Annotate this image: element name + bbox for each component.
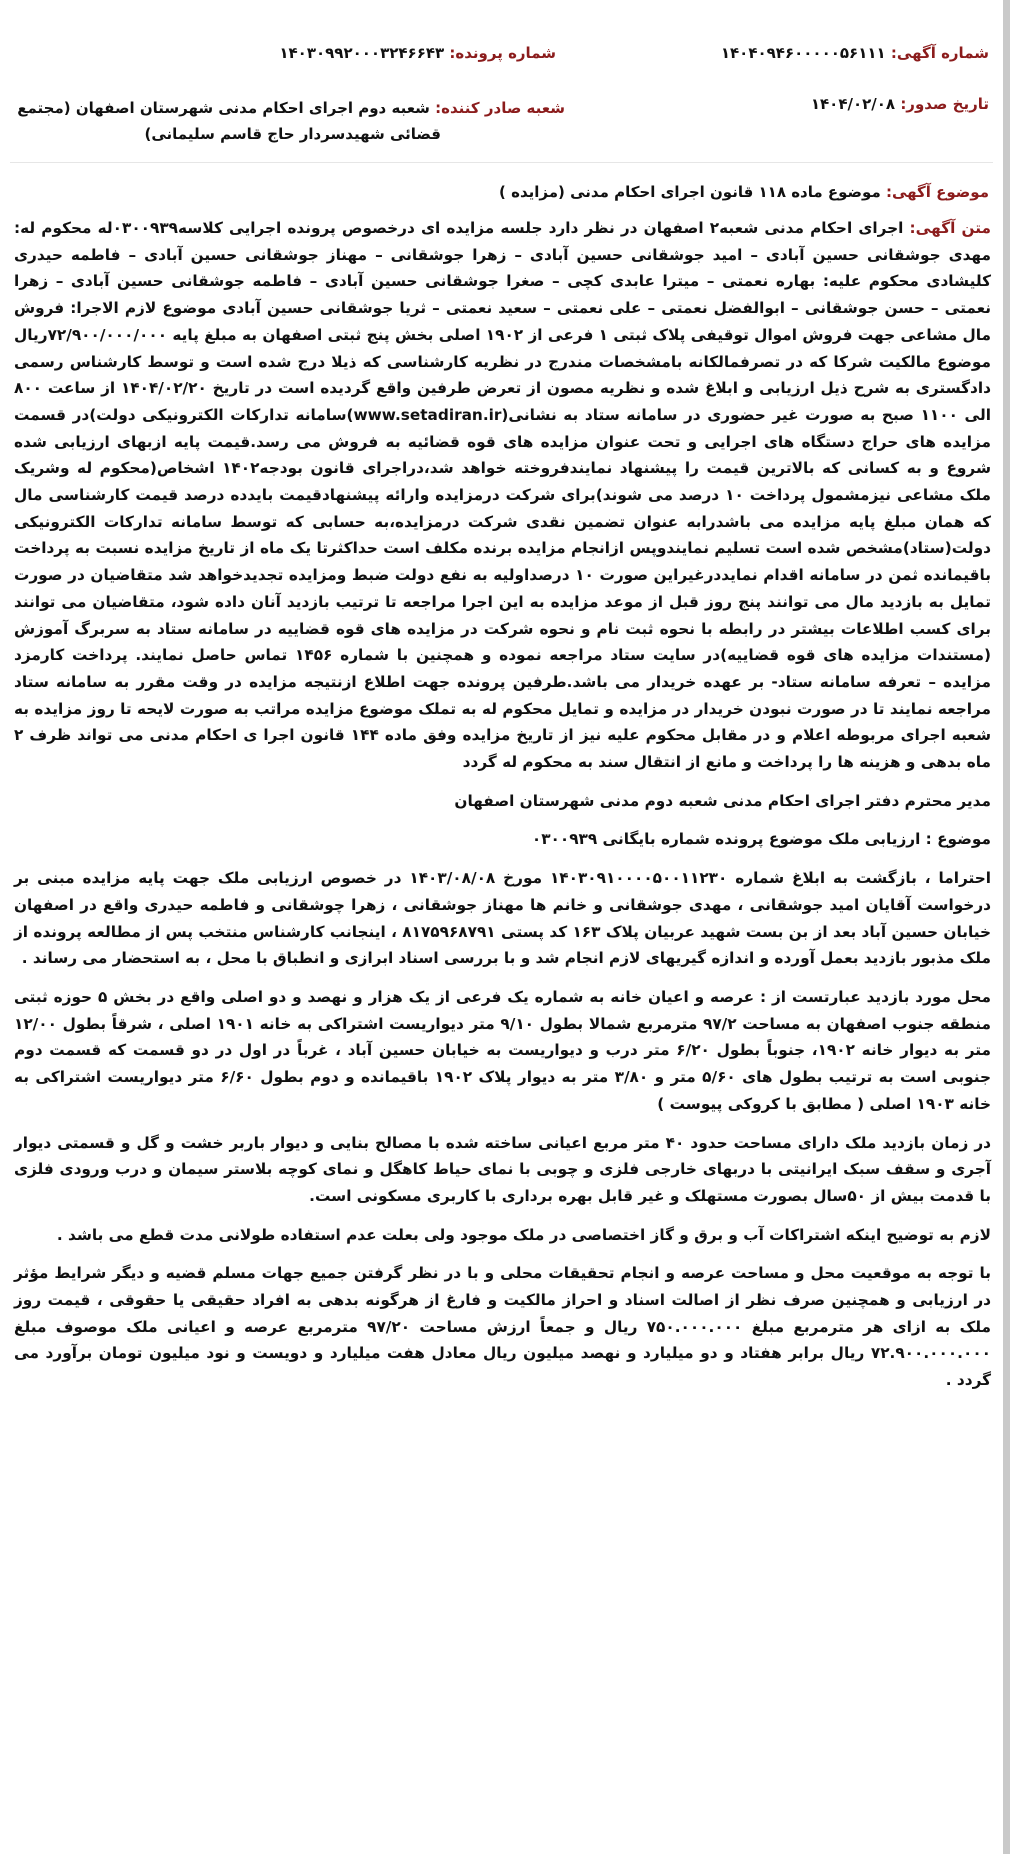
paragraph-auction-rest: )سامانه تدارکات الکترونیکی دولت)در قسمت مزایده های حراج دستگاه های اجرایی و تحت عنوان مزایده های قوه قضائیه به فروش می رسد.قیمت پایه ازبهای ارزیابی شده شروع و به کسانی که بالاترین قیمت را پیشنهاد نمایندفروخته خواهد شد،دراجرای قانون بودجه۱۴۰۲ اشخاص(محکوم له وشریک ملک مشاعی نیزمشمول پرداخت ۱۰ درصد می شوند)برای شرکت درمزایده وارائه پیشنهادقیمت بایدده درصد قیمت کارشناسی مال که همان مبلغ پایه مزایده می باشدرابه عنوان تضمین نقدی شرکت درمزایده،به حسابی که توسط سامانه تدارکات الکترونیکی دولت(ستاد)مشخص شده است تسلیم نمایندوپس ازانجام مزایده برنده مکلف است حداکثرتا یک ماه از تاریخ مزایده نسبت به پرداخت باقیمانده ثمن در سامانه اقدام نمایددرغیراین صورت ۱۰ درصداولیه به نفع دولت ضبط ومزایده تجدیدخواهد شد متقاضیان در صورت تمایل به بازدید مال می توانند پنج روز قبل از موعد مزایده به این اجرا مراجعه تا ترتیب بازدید آنان داده شود، متقاضیان می توانند برای کسب اطلاعات بیشتر در رابطه با نحوه ثبت نام و نحوه شرکت در مزایده های قوه قضاییه در سامانه ستاد به سربرگ آموزش (مستندات مزایده های قوه قضاییه)در سایت ستاد مراجعه نموده و همچنین با شماره ۱۴۵۶ تماس حاصل نمایند. پرداخت کارمزد مزایده – تعرفه سامانه ستاد- بر عهده خریدار می باشد.طرفین پرونده جهت اطلاع ازنتیجه مزایده در وقت مقرر به سامانه ستاد مراجعه نمایند تا در صورت نبودن خریدار در مزایده و تمایل محکوم له به تملک موضوع مزایده مراتب به صورت لایحه تا روز مزایده به شعبه اجرای مربوطه اعلام و در مقابل محکوم علیه نیز از تاریخ مزایده وفق ماده ۱۴۴ قانون اجرا ی احکام مدنی می تواند ظرف ۲ ماه بدهی و هزینه ها را پرداخت و مانع از انتقال سند به محکوم له گردد	[14, 405, 991, 772]
subject-row	[499, 183, 989, 201]
paragraph-location: محل مورد بازدید عبارتست از : عرصه و اعیان خانه به شماره یک فرعی از یک هزار و نهصد و دو اصلی واقع در بخش ۵ حوزه ثبتی منطقه جنوب اصفهان به مساحت ۹۷/۲ مترمربع شمالا بطول ۹/۱۰ متر دیواریست اشتراکی به خانه ۱۹۰۱ اصلی ، شرقاً بطول ۱۲/۰۰ متر به دیوار خانه ۱۹۰۲، جنوباً بطول ۶/۲۰ متر درب و دیواریست به خیابان حسین آباد ، غرباً در اول در دو قسمت که قسمت دوم جنوبی است به ترتیب بطول های ۵/۶۰ متر و ۳/۸۰ متر به دیوار پلاک ۱۹۰۲ باقیمانده و دوم بطول ۶/۶۰ متر دیواریست اشتراکی به خانه ۱۹۰۳ اصلی ( مطابق با کروکی پیوست )	[14, 987, 992, 1113]
paragraph-utilities: لازم به توضیح اینکه اشتراکات آب و برق و گاز اختصاصی در ملک موجود ولی بعلت عدم استفاده طولانی مدت قطع می باشد .	[56, 1225, 991, 1244]
case-number-value: ۱۴۰۳۰۹۹۲۰۰۰۳۲۴۶۶۴۳	[279, 44, 445, 62]
paragraph-building: در زمان بازدید ملک دارای مساحت حدود ۴۰ متر مربع اعیانی ساخته شده با مصالح بنایی و دیوار باربر خشت و گل و قسمتی دیوار آجری و سقف سبک ایرانیتی با دربهای خارجی فلزی و چوبی با نمای حیاط کاهگل و نمای کوچه بلاستر سیمان و درب ورودی فلزی با قدمت بیش از ۵۰سال بصورت مستهلک و غیر قابل بهره برداری با کاربری مسکونی است.	[14, 1133, 991, 1205]
paragraph-addressee: مدیر محترم دفتر اجرای احکام مدنی شعبه دوم مدنی شهرستان اصفهان	[454, 791, 991, 810]
paragraph-auction-text: اجرای احکام مدنی شعبه۲ اصفهان در نظر دارد جلسه مزایده ای درخصوص پرونده اجرایی کلاسه۰۳۰۰۹۳۹له محکوم له: مهدی جوشقانی حسین آبادی – امید جوشقانی حسین آبادی – زهرا جوشقانی – مهناز جوشقانی حسین آبادی – فاطمه حیدری کلیشادی محکوم علیه: بهاره نعمتی – میترا عابدی کچی – صغرا جوشقانی حسین آبادی – فاطمه جوشقانی حسین آبادی – زهرا نعمتی – حسن جوشقانی – ابوالفضل نعمتی – علی نعمتی – سعید نعمتی – ثریا جوشقانی حسین آبادی موضوع لازم الاجرا: فروش مال مشاعی جهت فروش اموال توقیفی پلاک ثبتی ۱ فرعی از ۱۹۰۲ اصلی بخش پنج ثبتی اصفهان به مبلغ پایه ۷۲/۹۰۰/۰۰۰/۰۰۰ریال موضوع مالکیت شرکا که در تصرفمالکانه بامشخصات مندرج در نظریه کارشناسی که ذیلا درج شده است و توسط کارشناس رسمی دادگستری به شرح ذیل ارزیابی و ابلاغ شده و نظریه مصون از تعرض طرفین واقع گردیده است در تاریخ ۱۴۰۴/۰۲/۲۰ از ساعت ۸۰۰ الی ۱۱۰۰ صبح به صورت غیر حضوری در سامانه ستاد به نشانی(	[14, 219, 991, 424]
setadiran-link[interactable]: www.setadiran.ir	[353, 405, 502, 424]
case-number-label: شماره پرونده:	[449, 44, 556, 62]
notice-body	[14, 215, 991, 1406]
case-number-row	[279, 44, 556, 62]
paragraph-subject: موضوع : ارزیابی ملک موضوع پرونده شماره بایگانی ۰۳۰۰۹۳۹	[531, 830, 991, 849]
issuing-branch-value-line2: قضائی شهیدسردار حاج قاسم سلیمانی)	[144, 125, 441, 143]
issuing-branch-value-line1: شعبه دوم اجرای احکام مدنی شهرستان اصفهان (مجتمع	[17, 99, 430, 117]
paragraph-valuation: با توجه به موقعیت محل و مساحت عرصه و انجام تحقیقات محلی و با در نظر گرفتن جمیع جهات مسلم قضیه و دیگر شرایط مؤثر در ارزیابی و همچنین صرف نظر از اصالت اسناد و احراز مالکیت و فارغ از هرگونه بدهی به افراد حقیقی یا حقوقی ، قیمت روز ملک به ازای هر مترمربع مبلغ ۷۵۰.۰۰۰.۰۰۰ ریال و جمعاً ارزش مساحت ۹۷/۲۰ مترمربع عرصه و اعیانی ملک موصوف مبلغ ۷۲.۹۰۰.۰۰۰.۰۰۰ ریال برابر هفتاد و دو میلیارد و نهصد میلیون ریال معادل هفت میلیارد و دویست و نود میلیون تومان برآورد می گردد .	[14, 1264, 991, 1390]
notice-number-row	[721, 44, 989, 62]
subject-value: موضوع ماده ۱۱۸ قانون اجرای احکام مدنی (مزایده )	[499, 183, 881, 201]
text-label: متن آگهی:	[909, 219, 992, 237]
notice-number-label: شماره آگهی:	[890, 44, 989, 62]
paragraph-auction	[14, 215, 991, 776]
subject-label: موضوع آگهی:	[885, 183, 989, 201]
issuing-branch-block	[17, 95, 565, 147]
issue-date-label: تاریخ صدور:	[900, 95, 989, 113]
issue-date-row	[811, 95, 989, 113]
paragraph-reference: احتراما ، بازگشت به ابلاغ شماره ۱۴۰۳۰۹۱۰۰۰۰۵۰۰۱۱۲۳۰ مورخ ۱۴۰۳/۰۸/۰۸ در خصوص ارزیابی ملک جهت پایه مزایده مبنی بر درخواست آقایان امید جوشقانی ، مهدی جوشقانی و خانم ها مهناز جوشقانی ، زهرا چوشقانی و فاطمه حیدری واقع در اصفهان خیابان حسین آباد بعد از بن بست شهید عربیان پلاک ۱۶۳ کد پستی ۸۱۷۵۹۶۸۷۹۱ ، اینجانب کارشناس منتخب پس از مطالعه پرونده از ملک مذبور بازدید بعمل آورده و اندازه گیریهای لازم انجام شد و با بررسی اسناد ابرازی و انطباق با محل ، به استحضار می رساند .	[14, 869, 991, 968]
notice-number-value: ۱۴۰۴۰۹۴۶۰۰۰۰۰۵۶۱۱۱	[720, 44, 886, 62]
issue-date-value: ۱۴۰۴/۰۲/۰۸	[810, 95, 896, 113]
issuing-branch-label: شعبه صادر کننده:	[435, 99, 565, 117]
scrollbar[interactable]	[1003, 0, 1010, 1854]
header-divider	[10, 162, 993, 163]
